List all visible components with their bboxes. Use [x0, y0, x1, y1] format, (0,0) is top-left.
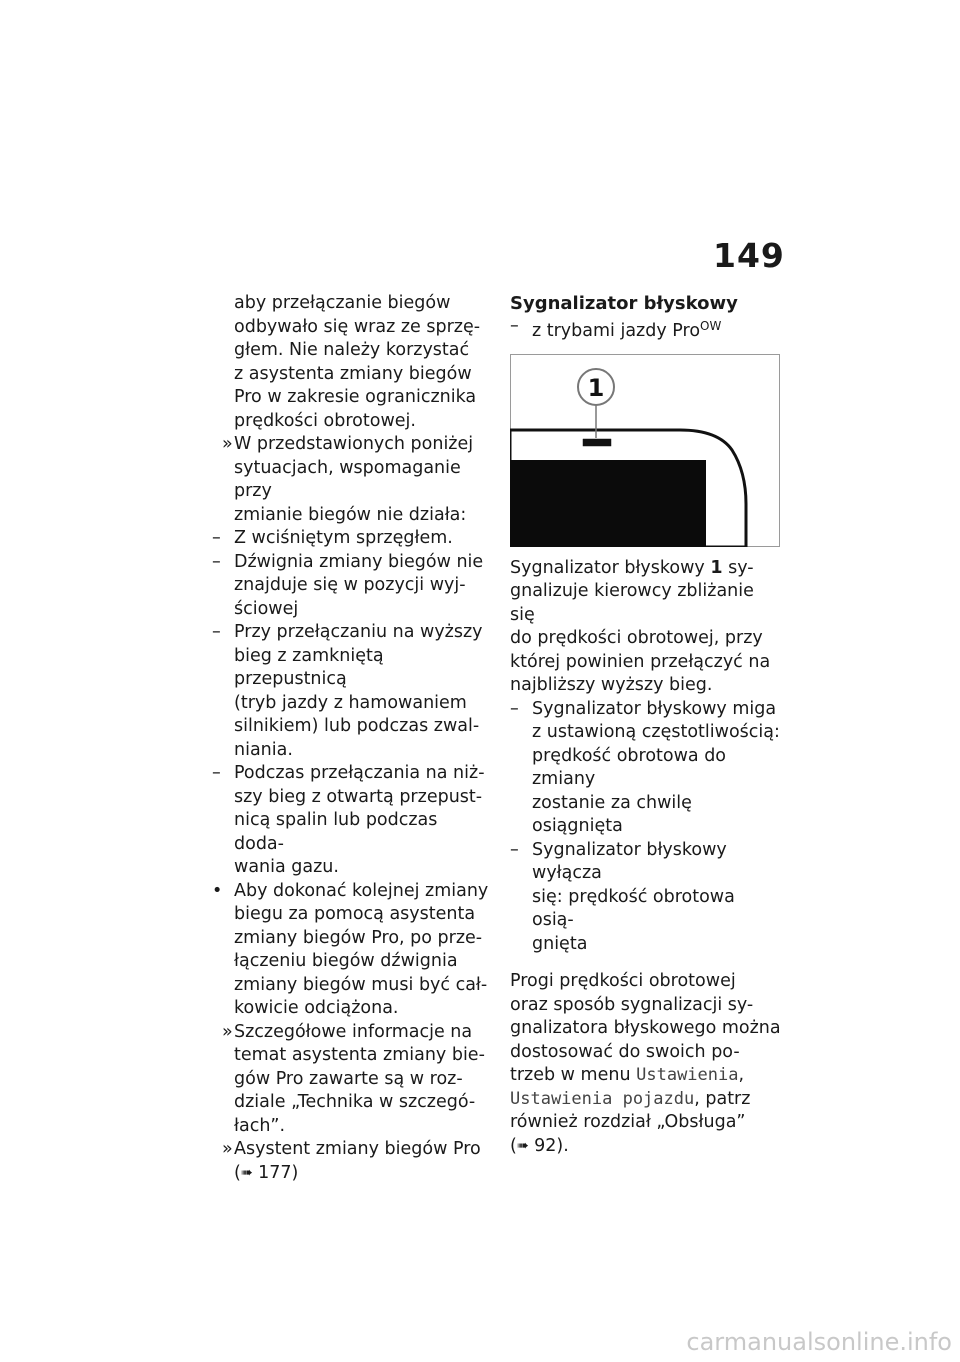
- final-paragraph: [510, 970, 782, 1158]
- dash-item: [510, 839, 782, 957]
- menu-path-settings: Ustawienia: [636, 1065, 739, 1085]
- text-line: Aby dokonać kolejnej zmiany: [234, 880, 489, 901]
- page-reference[interactable]: [234, 1162, 492, 1186]
- text-line: gnalizuje kierowcy zbliżanie się: [510, 581, 754, 625]
- text-line: najbliższy wyższy bieg.: [510, 675, 713, 695]
- dash-marker: –: [212, 763, 221, 783]
- intro-paragraph: [212, 292, 492, 433]
- shift-light-figure: [510, 354, 780, 547]
- dash-item: [212, 762, 492, 880]
- text-line: [510, 1064, 782, 1088]
- text-line: głem. Nie należy korzystać: [234, 340, 470, 360]
- dash-marker: –: [212, 528, 221, 548]
- text-line: W przedstawionych poniżej: [234, 434, 474, 454]
- text-line: oraz sposób sygnalizacji sy-: [510, 994, 754, 1015]
- text-segment: trzeb w menu: [510, 1065, 637, 1085]
- dash-item: [212, 527, 492, 551]
- text-line: aby przełączanie biegów: [234, 293, 451, 313]
- text-line: Szczegółowe informacje na: [234, 1021, 473, 1042]
- arrow-right-icon: ➠: [516, 1137, 529, 1154]
- text-line: Pro w zakresie ogranicznika: [234, 387, 477, 407]
- bullet-item: [212, 880, 492, 1021]
- text-line: łączeniu biegów dźwignia: [234, 951, 458, 971]
- note-marker: »: [222, 1139, 233, 1159]
- text-line: Podczas przełączania na niż-: [234, 763, 485, 783]
- text-line: ściowej: [234, 598, 299, 619]
- left-column: [212, 292, 492, 1185]
- text-line: Asystent zmiany biegów Pro: [234, 1139, 481, 1159]
- shift-light: [582, 438, 612, 447]
- dash-marker: –: [212, 551, 221, 572]
- note-marker: »: [222, 1021, 233, 1042]
- text-line: znajduje się w pozycji wyj-: [234, 575, 466, 595]
- text-line: nicą spalin lub podczas doda-: [234, 810, 438, 854]
- text-line: z asystenta zmiany biegów: [234, 363, 472, 384]
- text-line: odbywało się wraz ze sprzę-: [234, 316, 481, 337]
- description-paragraph: [510, 557, 782, 698]
- text-line: się: prędkość obrotowa osią-: [532, 886, 735, 930]
- note-item: [212, 1021, 492, 1139]
- text-line: łach”.: [234, 1115, 286, 1136]
- callout-number: 1: [587, 373, 605, 402]
- display-screen: [510, 460, 706, 547]
- text-line: prędkość obrotowa do zmiany: [532, 745, 727, 789]
- subtitle-text: z trybami jazdy Pro: [532, 321, 701, 341]
- ref-page: 177): [252, 1162, 299, 1183]
- text-line: gów Pro zawarte są w roz-: [234, 1068, 463, 1089]
- text-segment: , patrz: [694, 1088, 751, 1109]
- text-line: gnalizatora błyskowego można: [510, 1018, 781, 1038]
- text-line: (tryb jazdy z hamowaniem: [234, 692, 467, 713]
- dash-marker: –: [510, 839, 519, 860]
- text-line: kowicie odciążona.: [234, 998, 399, 1018]
- right-column: [510, 292, 782, 1158]
- menu-path-vehicle-settings: Ustawienia pojazdu: [510, 1088, 695, 1109]
- text-line: bieg z zamkniętą przepustnicą: [234, 645, 384, 689]
- text-segment: sy-: [722, 557, 754, 578]
- text-line: wania gazu.: [234, 857, 339, 877]
- text-line: zmiany biegów musi być cał-: [234, 974, 488, 995]
- text-line: gnięta: [532, 933, 588, 954]
- dash-marker: –: [510, 316, 519, 336]
- note-marker: »: [222, 434, 233, 454]
- text-segment: ,: [738, 1065, 745, 1085]
- text-line: Sygnalizator błyskowy miga: [532, 698, 777, 719]
- text-line: z ustawioną częstotliwością:: [532, 722, 780, 742]
- text-line: sytuacjach, wspomaganie przy: [234, 457, 461, 501]
- text-line: szy bieg z otwartą przepust-: [234, 786, 483, 807]
- callout-ref: 1: [710, 557, 723, 578]
- text-line: zmianie biegów nie działa:: [234, 504, 467, 525]
- text-line: do prędkości obrotowej, przy: [510, 628, 763, 648]
- paragraph-gap: [510, 956, 782, 970]
- text-line: dziale „Technika w szczegó-: [234, 1092, 476, 1112]
- text-line: zostanie za chwilę osiągnięta: [532, 792, 692, 836]
- ref-open: (: [234, 1162, 241, 1183]
- text-line: zmiany biegów Pro, po prze-: [234, 927, 483, 948]
- dash-item: [212, 621, 492, 762]
- text-line: biegu za pomocą asystenta: [234, 904, 476, 924]
- text-line: której powinien przełączyć na: [510, 651, 771, 672]
- text-line: [510, 557, 782, 581]
- note-item: [212, 1138, 492, 1185]
- page-number: 149: [713, 236, 785, 275]
- text-line: niania.: [234, 739, 293, 760]
- note-item: [212, 433, 492, 527]
- dash-item: [510, 698, 782, 839]
- text-line: prędkości obrotowej.: [234, 410, 416, 431]
- superscript-label: OW: [700, 319, 722, 333]
- dash-marker: –: [212, 622, 221, 642]
- ref-open: (: [510, 1135, 517, 1156]
- text-line: temat asystenta zmiany bie-: [234, 1045, 485, 1065]
- page-reference[interactable]: [510, 1135, 782, 1159]
- dash-marker: –: [510, 698, 519, 719]
- text-line: silnikiem) lub podczas zwal-: [234, 716, 480, 736]
- arrow-right-icon: ➠: [240, 1164, 253, 1181]
- bullet-marker: •: [212, 880, 223, 901]
- text-segment: Sygnalizator błyskowy: [510, 557, 711, 578]
- subtitle-item: [510, 315, 782, 344]
- watermark: carmanualsonline.info: [686, 1328, 952, 1356]
- text-line: [510, 1088, 782, 1112]
- text-line: Z wciśniętym sprzęgłem.: [234, 528, 453, 548]
- text-line: Sygnalizator błyskowy wyłącza: [532, 839, 727, 883]
- dash-item: [212, 551, 492, 622]
- text-line: również rozdział „Obsługa”: [510, 1112, 746, 1132]
- section-heading: Sygnalizator błyskowy: [510, 293, 738, 314]
- text-line: Dźwignia zmiany biegów nie: [234, 551, 484, 572]
- text-line: dostosować do swoich po-: [510, 1041, 740, 1062]
- text-line: Przy przełączaniu na wyższy: [234, 622, 483, 642]
- text-line: Progi prędkości obrotowej: [510, 971, 736, 991]
- ref-page: 92).: [528, 1135, 569, 1156]
